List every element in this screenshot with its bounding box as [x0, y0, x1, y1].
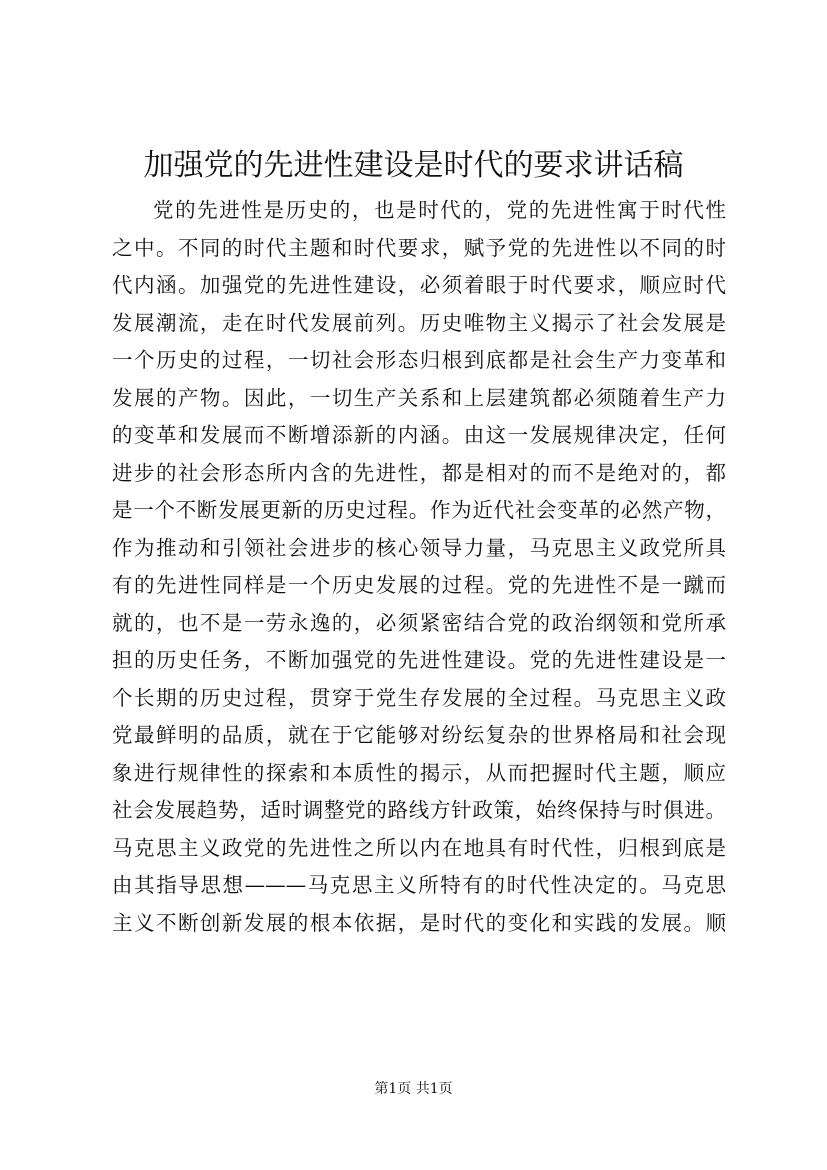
- body-line: 发展的产物。因此，一切生产关系和上层建筑都必须随着生产力: [112, 385, 726, 410]
- body-line: 就的，也不是一劳永逸的，必须紧密结合党的政治纲领和党所承: [112, 610, 726, 635]
- document-title: 加强党的先进性建设是时代的要求讲话稿: [143, 148, 684, 183]
- body-line: 有的先进性同样是一个历史发展的过程。党的先进性不是一蹴而: [112, 573, 726, 597]
- body-line: 马克思主义政党的先进性之所以内在地具有时代性，归根到底是: [112, 835, 726, 860]
- body-line: 担的历史任务，不断加强党的先进性建设。党的先进性建设是一: [112, 648, 726, 672]
- body-line: 社会发展趋势，适时调整党的路线方针政策，始终保持与时俱进。: [112, 798, 726, 822]
- body-line: 个长期的历史过程，贯穿于党生存发展的全过程。马克思主义政: [112, 685, 726, 710]
- body-line: 发展潮流，走在时代发展前列。历史唯物主义揭示了社会发展是: [112, 310, 726, 335]
- body-line: 是一个不断发展更新的历史过程。作为近代社会变革的必然产物，: [112, 498, 726, 522]
- body-line: 之中。不同的时代主题和时代要求，赋予党的先进性以不同的时: [112, 235, 726, 260]
- body-line: 党的先进性是历史的，也是时代的，党的先进性寓于时代性: [153, 198, 726, 222]
- page-footer: 第1页 共1页: [374, 1081, 453, 1097]
- body-line: 一个历史的过程，一切社会形态归根到底都是社会生产力变革和: [112, 348, 726, 372]
- body-line: 主义不断创新发展的根本依据，是时代的变化和实践的发展。顺: [112, 910, 726, 935]
- body-line: 代内涵。加强党的先进性建设，必须着眼于时代要求，顺应时代: [112, 273, 726, 297]
- document-body: [112, 192, 726, 942]
- body-line: 由其指导思想———马克思主义所特有的时代性决定的。马克思: [112, 873, 726, 897]
- body-line: 进步的社会形态所内含的先进性，都是相对的而不是绝对的，都: [112, 460, 726, 485]
- body-line: 的变革和发展而不断增添新的内涵。由这一发展规律决定，任何: [112, 423, 726, 447]
- body-line: 象进行规律性的探索和本质性的揭示，从而把握时代主题，顺应: [112, 760, 726, 785]
- body-line: 党最鲜明的品质，就在于它能够对纷纭复杂的世界格局和社会现: [112, 723, 726, 747]
- body-line: 作为推动和引领社会进步的核心领导力量，马克思主义政党所具: [112, 535, 726, 560]
